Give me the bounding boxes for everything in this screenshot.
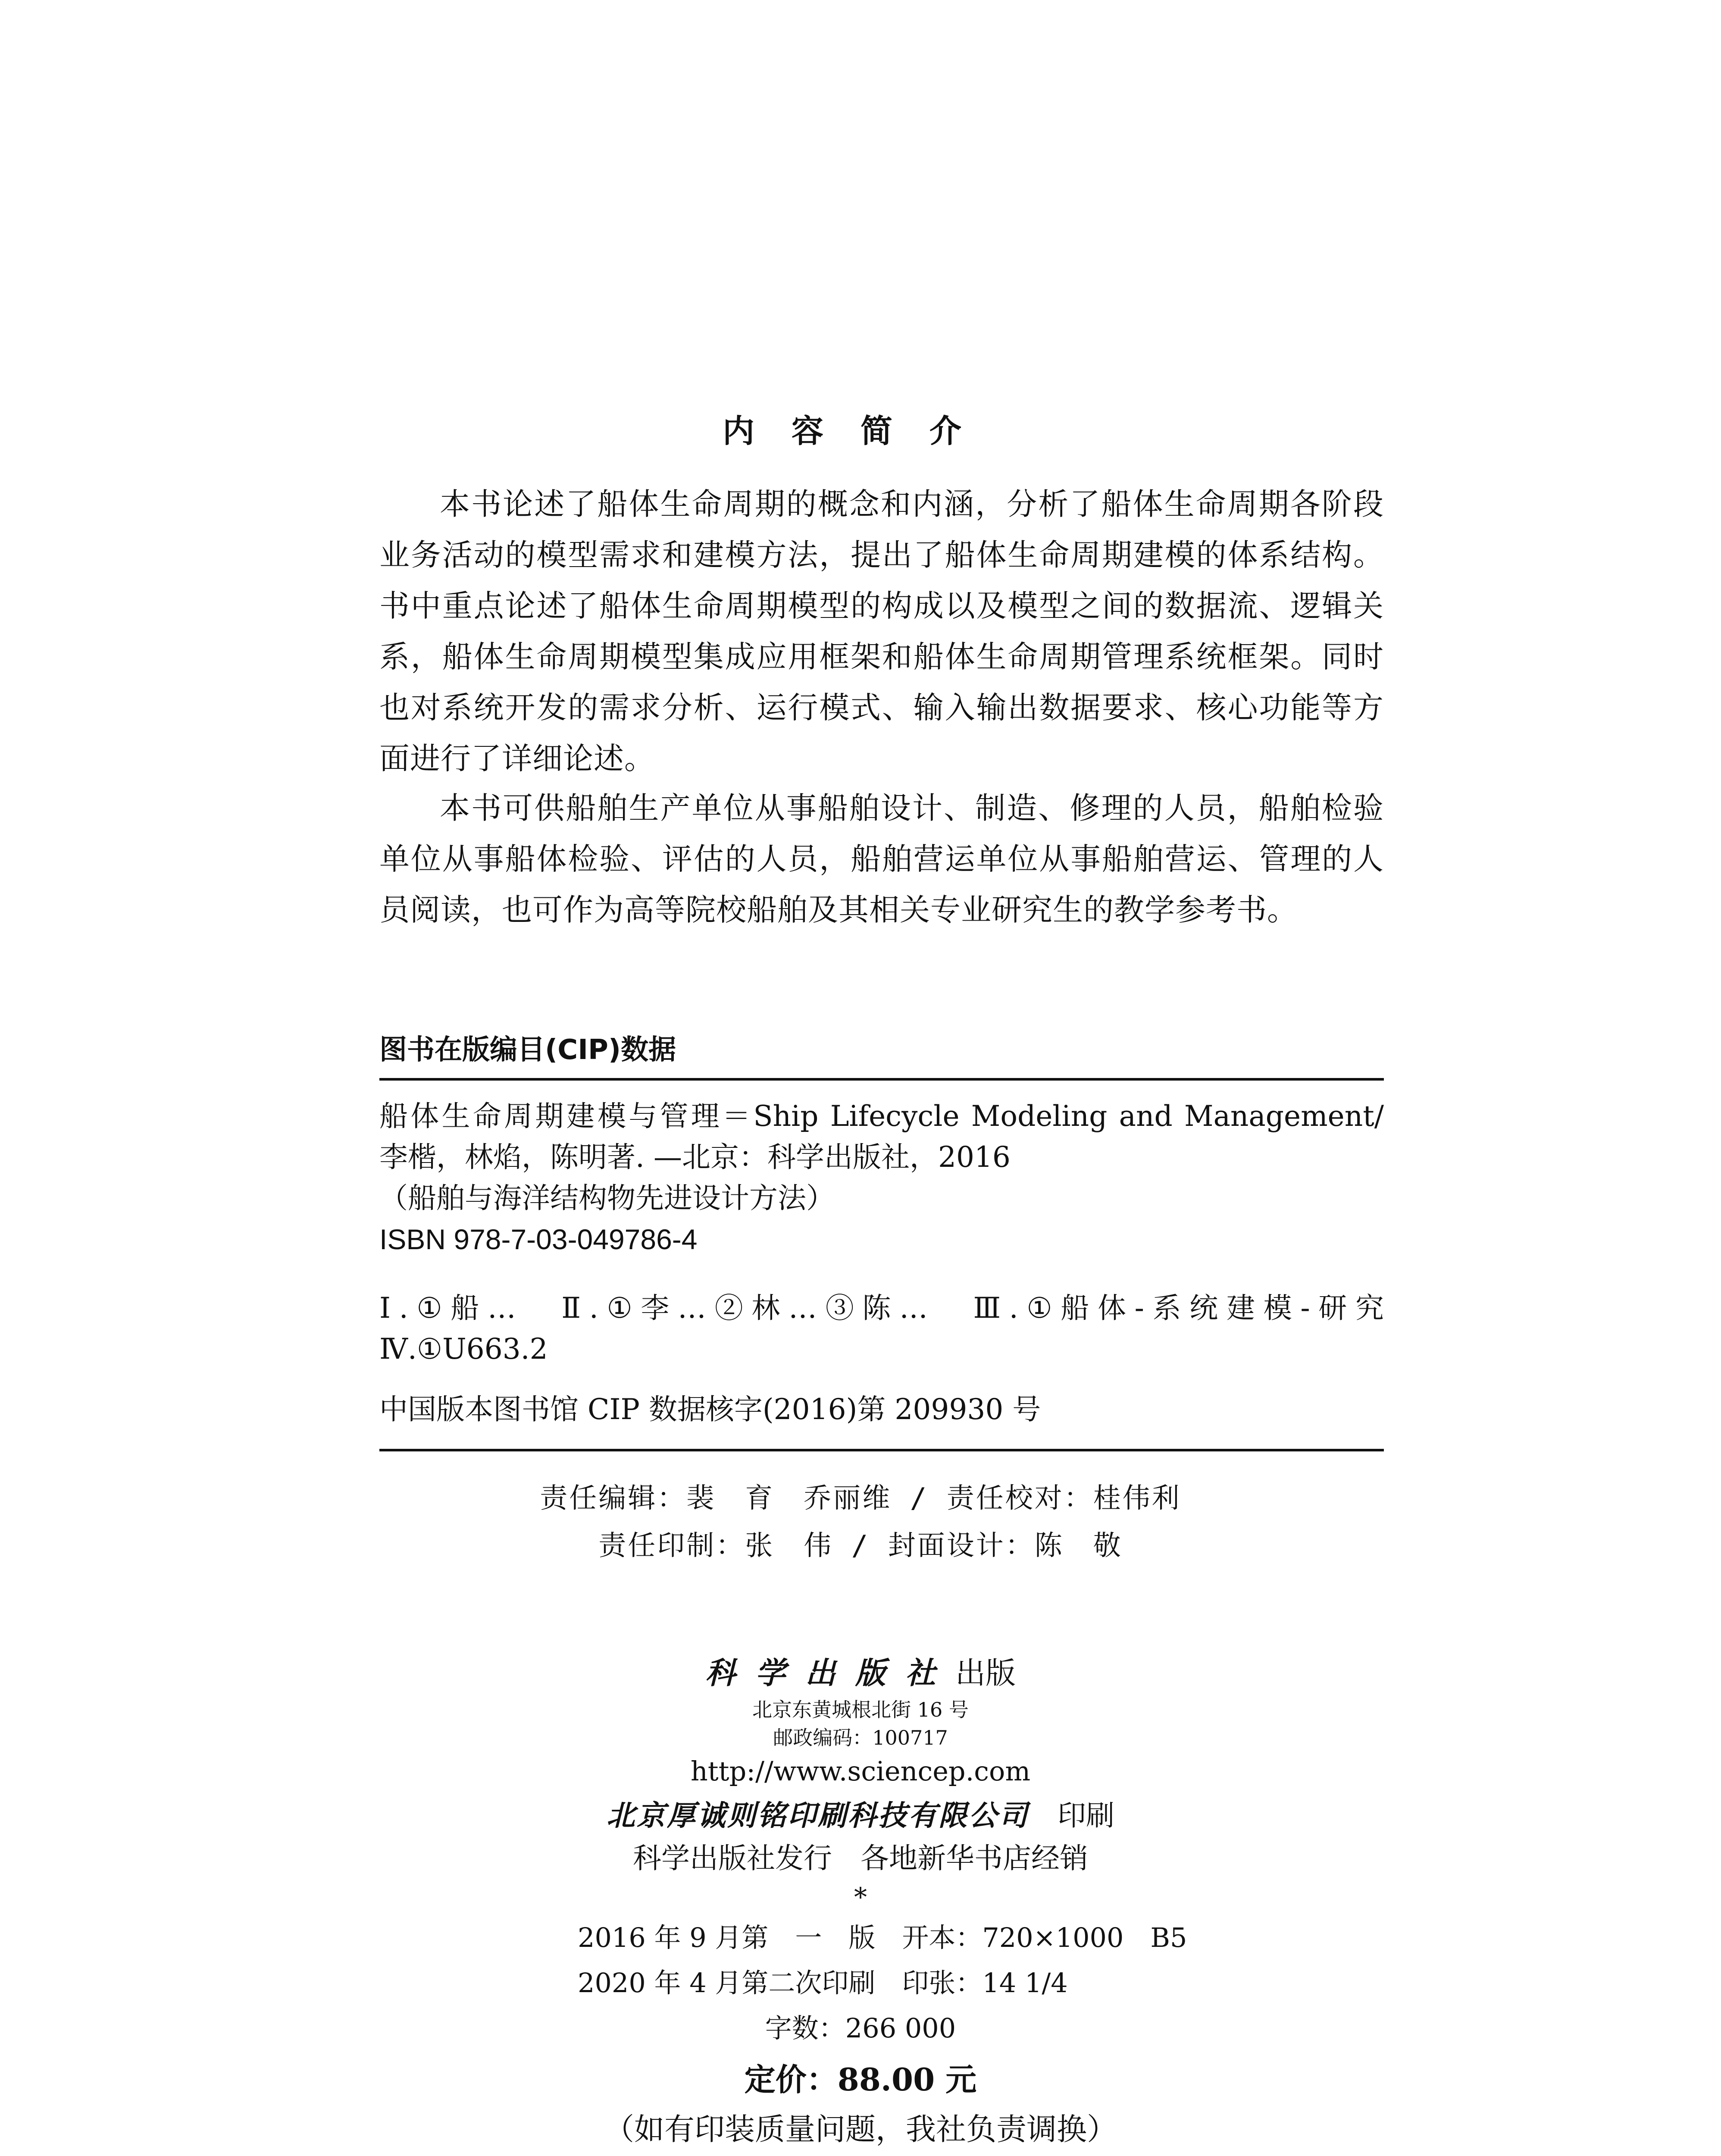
printer-suffix: 印刷 [1058,1799,1114,1832]
cip-isbn-line: ISBN 978-7-03-049786-4 [379,1223,698,1255]
cip-classification-line-2: Ⅳ.①U663.2 [379,1332,548,1366]
separator-asterisk: * [854,1882,867,1912]
summary-title: 内容简介 [723,413,998,450]
cip-series-line: （船舶与海洋结构物先进设计方法） [379,1181,835,1215]
publisher-suffix: 出版 [955,1655,1016,1691]
publisher-url: http://www.sciencep.com [690,1755,1031,1787]
publisher-address: 北京东黄城根北街 16 号 [752,1698,969,1721]
word-count: 字数：266 000 [765,2012,956,2044]
cip-top-rule [379,1078,1384,1081]
cip-classification-line-1: Ⅰ.①船… Ⅱ.①李…②林…③陈… Ⅲ.①船体-系统建模-研究 [379,1291,1384,1325]
publisher-name: 科学出版社 [705,1655,955,1691]
reprint-line: 2020 年 4 月第二次印刷 印张：14 1/4 [578,1967,1068,1999]
editor-credits: 责任编辑：裴 育 乔丽维 / 责任校对：桂伟利 [540,1482,1181,1514]
cip-bottom-rule [379,1449,1384,1451]
publisher-zip: 邮政编码：100717 [773,1726,948,1749]
edition-line: 2016 年 9 月第 一 版 开本：720×1000 B5 [578,1922,1187,1953]
price: 定价：88.00 元 [744,2061,977,2098]
cip-check-number: 中国版本图书馆 CIP 数据核字(2016)第 209930 号 [379,1393,1041,1426]
summary-paragraph-2: 本书可供船舶生产单位从事船舶设计、制造、修理的人员，船舶检验单位从事船体检验、评估的人员，船舶营运单位从事船舶营运、管理的人员阅读，也可作为高等院校船舶及其相关专业研究生的教学参考书。 [379,790,1384,928]
printer-line [0,1796,1721,1835]
cip-author-line: 李楷，林焰，陈明著. —北京：科学出版社，2016 [379,1141,1011,1174]
summary-paragraph-1: 本书论述了船体生命周期的概念和内涵，分析了船体生命周期各阶段业务活动的模型需求和建模方法，提出了船体生命周期建模的体系结构。书中重点论述了船体生命周期模型的构成以及模型之间的数据流、逻辑关系，船体生命周期模型集成应用框架和船体生命周期管理系统框架。同时也对系统开发的需求分析、运行模式、输入输出数据要求、核心功能等方面进行了详细论述。 [379,486,1384,776]
cip-title-line: 船体生命周期建模与管理＝Ship Lifecycle Modeling and Management/ [379,1100,1384,1133]
printer-name: 北京厚诚则铭印刷科技有限公司 [607,1799,1029,1832]
cip-heading: 图书在版编目(CIP)数据 [379,1034,676,1066]
distribution-line: 科学出版社发行 各地新华书店经销 [633,1842,1088,1875]
publisher-line [0,1654,1721,1692]
production-credits: 责任印制：张 伟 / 封面设计：陈 敬 [598,1530,1123,1562]
quality-note: （如有印装质量问题，我社负责调换） [604,2112,1117,2147]
